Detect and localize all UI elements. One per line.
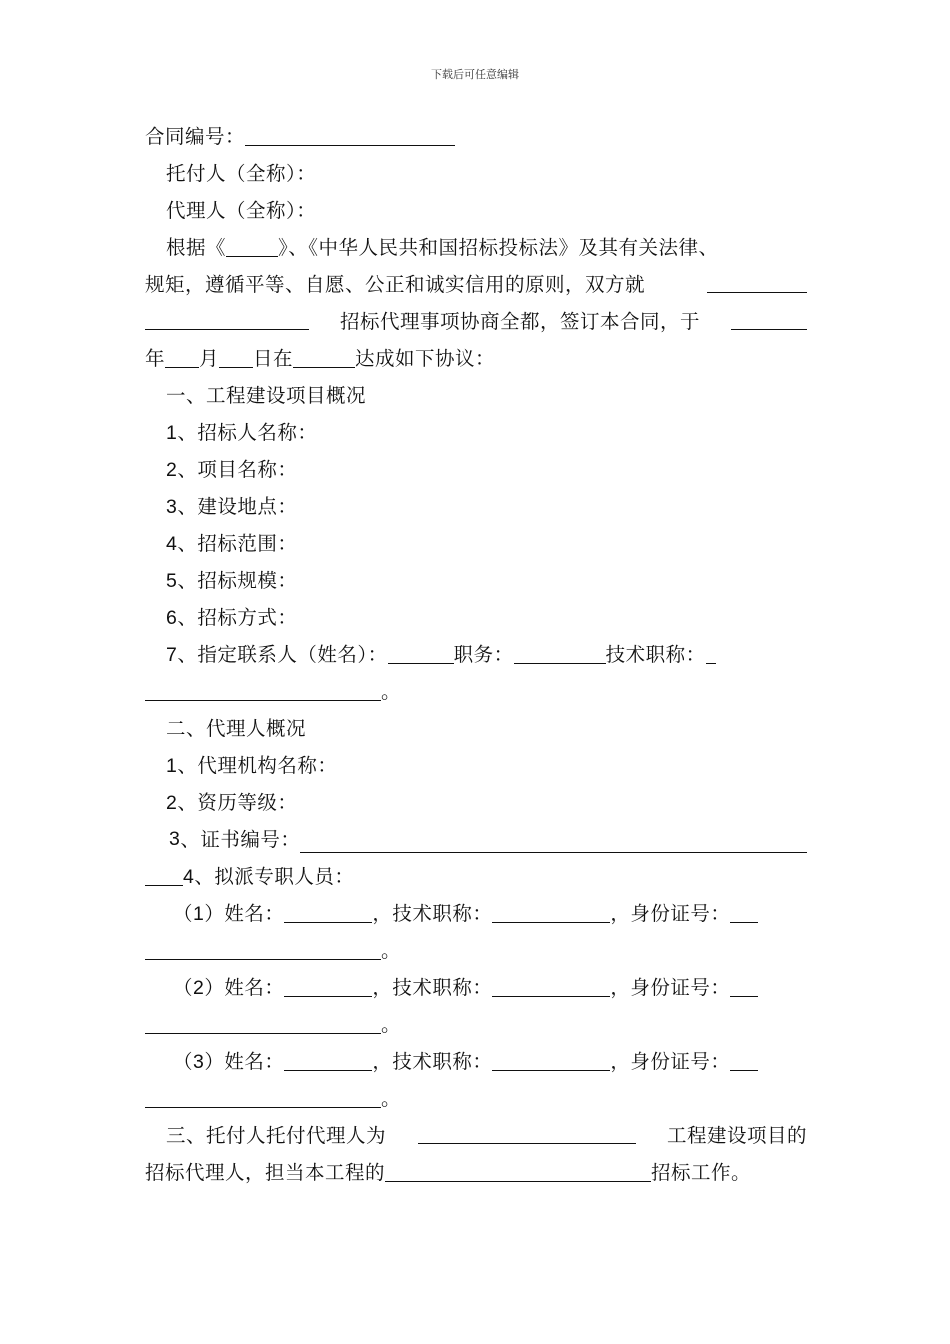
tech-title-label: 技术职称： (392, 1050, 493, 1073)
contract-number-label: 合同编号： (145, 125, 246, 148)
person-line (145, 895, 807, 932)
section3-line-1 (145, 1117, 807, 1154)
project-blank-continued[interactable] (145, 303, 309, 330)
id-label: 身份证号： (630, 1050, 731, 1073)
id-blank-continued[interactable] (145, 933, 381, 960)
tech-title-blank[interactable] (492, 896, 610, 923)
name-blank[interactable] (284, 896, 372, 923)
item-label: 、项目名称： (177, 458, 298, 481)
section3-line-2 (145, 1154, 807, 1191)
person-number: （1） (173, 903, 225, 925)
id-blank[interactable] (730, 1044, 758, 1071)
tech-title-label: 技术职称： (392, 902, 493, 925)
item-number: 1 (166, 422, 178, 444)
staff-label: 、拟派专职人员： (194, 865, 355, 888)
intro-line-1 (145, 229, 807, 266)
comma: ， (610, 1050, 631, 1073)
cert-number-blank[interactable] (300, 826, 807, 853)
contact-name-blank[interactable] (388, 637, 454, 664)
comma: ， (610, 976, 631, 999)
person-line-continued (145, 932, 807, 969)
position-label: 职务： (453, 643, 514, 666)
sign-location-blank[interactable] (731, 303, 807, 330)
month-label: 月 (199, 347, 220, 370)
intro-text: 》、《中华人民共和国招标投标法》及其有关法律、 (278, 236, 719, 259)
tech-title-blank[interactable] (492, 1044, 610, 1071)
tech-title-label: 技术职称： (605, 643, 706, 666)
item-number: 4 (183, 866, 195, 888)
contact-line (145, 636, 807, 673)
item-number: 2 (166, 459, 178, 481)
intro-line-4 (145, 340, 807, 377)
period: 。 (381, 1087, 402, 1110)
section1-title: 一、工程建设项目概况 (166, 384, 367, 407)
section1-item (145, 414, 807, 451)
id-blank[interactable] (730, 970, 758, 997)
law-name-blank[interactable] (226, 230, 278, 257)
name-blank[interactable] (284, 970, 372, 997)
section3-text: 招标工作。 (651, 1161, 752, 1184)
staff-line (145, 858, 807, 895)
contact-label: 、指定联系人（姓名）： (177, 643, 388, 666)
project-blank[interactable] (707, 266, 807, 293)
section1-item (145, 599, 807, 636)
tech-title-blank-continued[interactable] (145, 674, 381, 701)
intro-line-2 (145, 266, 807, 303)
item-number: 6 (166, 607, 178, 629)
person-number: （3） (173, 1051, 225, 1073)
cert-line (145, 821, 807, 858)
name-label: 姓名： (224, 902, 285, 925)
id-blank-continued[interactable] (145, 1007, 381, 1034)
person-line (145, 1043, 807, 1080)
section2-item (145, 747, 807, 784)
day-label: 日在 (253, 347, 294, 370)
tech-title-blank[interactable] (492, 970, 610, 997)
person-number: （2） (173, 977, 225, 999)
contract-body (145, 118, 807, 1191)
item-number: 2 (166, 792, 178, 814)
section3-text: 三、托付人托付代理人为 (166, 1124, 387, 1147)
intro-line-3 (145, 303, 807, 340)
position-blank[interactable] (514, 637, 606, 664)
intro-text: 达成如下协议： (355, 347, 496, 370)
period: 。 (381, 680, 402, 703)
tech-title-blank[interactable] (706, 637, 716, 664)
section3-text: 招标代理人，担当本工程的 (145, 1161, 386, 1184)
item-number: 4 (166, 533, 178, 555)
section2-title: 二、代理人概况 (166, 717, 307, 740)
contract-number-blank[interactable] (245, 119, 455, 146)
comma: ， (610, 902, 631, 925)
item-label: 、招标人名称： (177, 421, 318, 444)
year-label: 年 (145, 347, 166, 370)
name-label: 姓名： (224, 1050, 285, 1073)
period: 。 (381, 1013, 402, 1036)
page-header-note: 下载后可任意编辑 (431, 68, 519, 81)
contact-line-continued (145, 673, 807, 710)
item-label: 、招标规模： (177, 569, 298, 592)
cert-label: 、证书编号： (180, 828, 301, 851)
id-label: 身份证号： (630, 976, 731, 999)
project-name-blank[interactable] (418, 1117, 636, 1144)
item-number: 3 (166, 496, 178, 518)
name-label: 姓名： (224, 976, 285, 999)
id-blank-continued[interactable] (145, 1081, 381, 1108)
intro-text: 招标代理事项协商全都，签订本合同，于 (339, 310, 700, 333)
client-label: 托付人（全称）： (166, 162, 317, 185)
section2-item (145, 784, 807, 821)
tender-work-blank[interactable] (385, 1155, 651, 1182)
item-number: 5 (166, 570, 178, 592)
item-label: 、招标范围： (177, 532, 298, 555)
section1-item (145, 488, 807, 525)
month-blank[interactable] (219, 341, 253, 368)
section1-item (145, 525, 807, 562)
name-blank[interactable] (284, 1044, 372, 1071)
contract-number-line (145, 118, 807, 155)
agent-label: 代理人（全称）： (166, 199, 317, 222)
person-line-continued (145, 1006, 807, 1043)
person-line-continued (145, 1080, 807, 1117)
id-label: 身份证号： (630, 902, 731, 925)
id-blank[interactable] (730, 896, 758, 923)
tech-title-label: 技术职称： (392, 976, 493, 999)
item-label: 、资历等级： (177, 791, 298, 814)
item-number: 7 (166, 644, 178, 666)
intro-text: 规矩，遵循平等、自愿、公正和诚实信用的原则，双方就 (145, 273, 646, 296)
intro-text: 根据《 (166, 236, 227, 259)
item-label: 、建设地点： (177, 495, 298, 518)
period: 。 (381, 939, 402, 962)
client-line (145, 155, 807, 192)
year-blank[interactable] (165, 341, 199, 368)
section1-item (145, 451, 807, 488)
item-number: 1 (166, 755, 178, 777)
comma: ， (372, 1050, 393, 1073)
item-label: 、招标方式： (177, 606, 298, 629)
item-number: 3 (169, 828, 181, 850)
person-line (145, 969, 807, 1006)
section3-text: 工程建设项目的 (666, 1124, 807, 1147)
place-blank[interactable] (293, 341, 355, 368)
item-label: 、代理机构名称： (177, 754, 338, 777)
staff-blank[interactable] (145, 859, 183, 886)
comma: ， (372, 902, 393, 925)
agent-line (145, 192, 807, 229)
section1-item (145, 562, 807, 599)
comma: ， (372, 976, 393, 999)
